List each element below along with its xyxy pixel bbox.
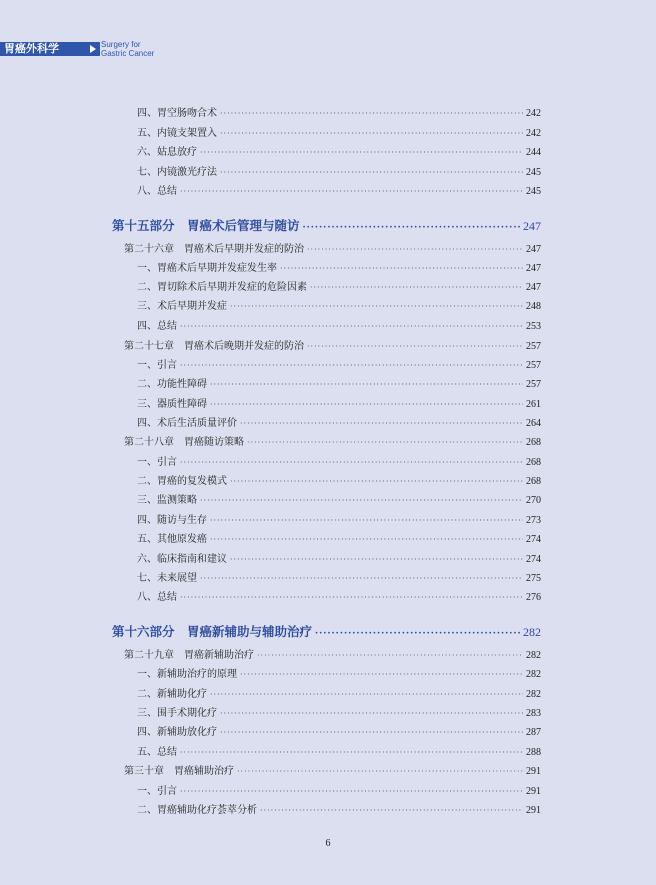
toc-page-number: 275: [526, 573, 541, 584]
dot-leader: [230, 553, 523, 567]
toc-label: 第二十七章 胃癌术后晚期并发症的防治: [124, 341, 304, 352]
dot-leader: [210, 378, 523, 392]
toc-label: 四、术后生活质量评价: [137, 418, 237, 429]
toc-page-number: 273: [526, 515, 541, 526]
toc-item: [137, 707, 541, 721]
toc-page-number: 261: [526, 399, 541, 410]
toc-page-number: 268: [526, 437, 541, 448]
toc-label: 二、新辅助化疗: [137, 689, 207, 700]
dot-leader: [230, 475, 523, 489]
dot-leader: [180, 746, 523, 760]
toc-chapter: [124, 765, 541, 779]
dot-leader: [200, 494, 523, 508]
dot-leader: [240, 417, 523, 431]
toc-part: [112, 624, 541, 642]
toc-item: [137, 726, 541, 740]
toc-label: 四、胃空肠吻合术: [137, 108, 217, 119]
toc-label: 三、术后早期并发症: [137, 301, 227, 312]
toc-item: [137, 746, 541, 760]
dot-leader: [180, 185, 523, 199]
toc-page-number: 287: [526, 727, 541, 738]
dot-leader: [247, 436, 523, 450]
toc-page-number: 291: [526, 766, 541, 777]
header-arrow-icon: [90, 45, 96, 53]
book-title-cn: 胃癌外科学: [4, 42, 59, 55]
toc-page-number: 291: [526, 786, 541, 797]
toc-label: 五、其他原发癌: [137, 534, 207, 545]
toc-label: 二、功能性障碍: [137, 379, 207, 390]
toc-page-number: 247: [523, 219, 541, 233]
dot-leader: [220, 127, 523, 141]
toc-item: [137, 572, 541, 586]
toc-page-number: 247: [526, 244, 541, 255]
toc-page-number: 242: [526, 128, 541, 139]
toc-item: [137, 398, 541, 412]
toc-item: [137, 378, 541, 392]
toc-page-number: 282: [526, 650, 541, 661]
toc-label: 四、随访与生存: [137, 515, 207, 526]
toc-item: [137, 591, 541, 605]
toc-item: [137, 456, 541, 470]
dot-leader: [210, 533, 523, 547]
toc-label: 一、引言: [137, 786, 177, 797]
toc-item: [137, 359, 541, 373]
dot-leader: [280, 262, 523, 276]
toc-label: 三、围手术期化疗: [137, 708, 217, 719]
toc-label: 五、总结: [137, 747, 177, 758]
toc-label: 五、内镜支架置入: [137, 128, 217, 139]
toc-page-number: 282: [526, 689, 541, 700]
toc-page-number: 270: [526, 495, 541, 506]
dot-leader: [180, 320, 523, 334]
toc-label: 第二十九章 胃癌新辅助治疗: [124, 650, 254, 661]
dot-leader: [180, 456, 523, 470]
book-title-en-line1: Surgery for: [101, 40, 141, 49]
dot-leader: [307, 340, 523, 354]
dot-leader: [220, 166, 523, 180]
toc-label: 一、引言: [137, 360, 177, 371]
dot-leader: [260, 804, 523, 818]
toc-item: [137, 107, 541, 121]
toc-page-number: 244: [526, 147, 541, 158]
toc-label: 二、胃癌的复发模式: [137, 476, 227, 487]
dot-leader: [200, 146, 523, 160]
dot-leader: [210, 514, 523, 528]
toc-label: 七、未来展望: [137, 573, 197, 584]
toc-chapter: [124, 436, 541, 450]
toc-page-number: 268: [526, 476, 541, 487]
dot-leader: [200, 572, 523, 586]
toc-page-number: 282: [526, 669, 541, 680]
toc-page-number: 253: [526, 321, 541, 332]
toc-chapter: [124, 340, 541, 354]
toc-item: [137, 514, 541, 528]
toc-page-number: 291: [526, 805, 541, 816]
toc-label: 三、器质性障碍: [137, 399, 207, 410]
toc-page-number: 283: [526, 708, 541, 719]
toc-item: [137, 185, 541, 199]
toc-page-number: 274: [526, 554, 541, 565]
toc-item: [137, 300, 541, 314]
toc-label: 六、临床指南和建议: [137, 554, 227, 565]
toc-page-number: 264: [526, 418, 541, 429]
toc-label: 八、总结: [137, 186, 177, 197]
toc-label: 四、新辅助放化疗: [137, 727, 217, 738]
toc-item: [137, 553, 541, 567]
toc-chapter: [124, 243, 541, 257]
toc-page-number: 242: [526, 108, 541, 119]
toc-item: [137, 166, 541, 180]
toc-page-number: 257: [526, 379, 541, 390]
toc-label: 七、内镜激光疗法: [137, 167, 217, 178]
dot-leader: [220, 726, 523, 740]
dot-leader: [180, 591, 523, 605]
toc-label: 一、引言: [137, 457, 177, 468]
toc-page-number: 247: [526, 282, 541, 293]
toc-label: 二、胃癌辅助化疗荟萃分析: [137, 805, 257, 816]
dot-leader: [210, 398, 523, 412]
toc-page-number: 276: [526, 592, 541, 603]
toc-page-number: 268: [526, 457, 541, 468]
book-title-en: [101, 40, 154, 58]
toc-item: [137, 320, 541, 334]
dot-leader: [180, 359, 523, 373]
dot-leader: [257, 649, 523, 663]
toc-item: [137, 688, 541, 702]
dot-leader: [237, 765, 523, 779]
toc-label: 一、胃癌术后早期并发症发生率: [137, 263, 277, 274]
toc-item: [137, 146, 541, 160]
toc-label: 第三十章 胃癌辅助治疗: [124, 766, 234, 777]
toc-item: [137, 417, 541, 431]
toc-item: [137, 262, 541, 276]
toc-page-number: 274: [526, 534, 541, 545]
toc-page-number: 282: [523, 625, 541, 639]
toc-item: [137, 668, 541, 682]
toc-label: 第二十六章 胃癌术后早期并发症的防治: [124, 244, 304, 255]
toc-page-number: 245: [526, 167, 541, 178]
page-number: 6: [325, 838, 331, 849]
dot-leader: [210, 688, 523, 702]
toc-item: [137, 281, 541, 295]
toc-label: 一、新辅助治疗的原理: [137, 669, 237, 680]
toc-chapter: [124, 649, 541, 663]
dot-leader: [220, 707, 523, 721]
toc-item: [137, 127, 541, 141]
toc-label: 第十六部分 胃癌新辅助与辅助治疗: [112, 624, 313, 639]
toc-page-number: 248: [526, 301, 541, 312]
toc-page-number: 288: [526, 747, 541, 758]
dot-leader: [230, 300, 523, 314]
toc-item: [137, 475, 541, 489]
toc-label: 第十五部分 胃癌术后管理与随访: [112, 218, 300, 233]
toc-page-number: 257: [526, 360, 541, 371]
toc-item: [137, 494, 541, 508]
toc-label: 六、姑息放疗: [137, 147, 197, 158]
dot-leader: [307, 243, 523, 257]
dot-leader: [240, 668, 523, 682]
dot-leader: [220, 107, 523, 121]
toc-page-number: 247: [526, 263, 541, 274]
toc-label: 八、总结: [137, 592, 177, 603]
toc-item: [137, 785, 541, 799]
book-title-en-line2: Gastric Cancer: [101, 49, 155, 58]
toc-page-number: 245: [526, 186, 541, 197]
toc-label: 四、总结: [137, 321, 177, 332]
toc-label: 二、胃切除术后早期并发症的危险因素: [137, 282, 307, 293]
dot-leader: [315, 626, 520, 642]
dot-leader: [180, 785, 523, 799]
toc-label: 第二十八章 胃癌随访策略: [124, 437, 244, 448]
toc-label: 三、监测策略: [137, 495, 197, 506]
toc-part: [112, 218, 541, 236]
dot-leader: [310, 281, 523, 295]
toc-item: [137, 804, 541, 818]
toc-page-number: 257: [526, 341, 541, 352]
dot-leader: [303, 220, 520, 236]
toc-item: [137, 533, 541, 547]
